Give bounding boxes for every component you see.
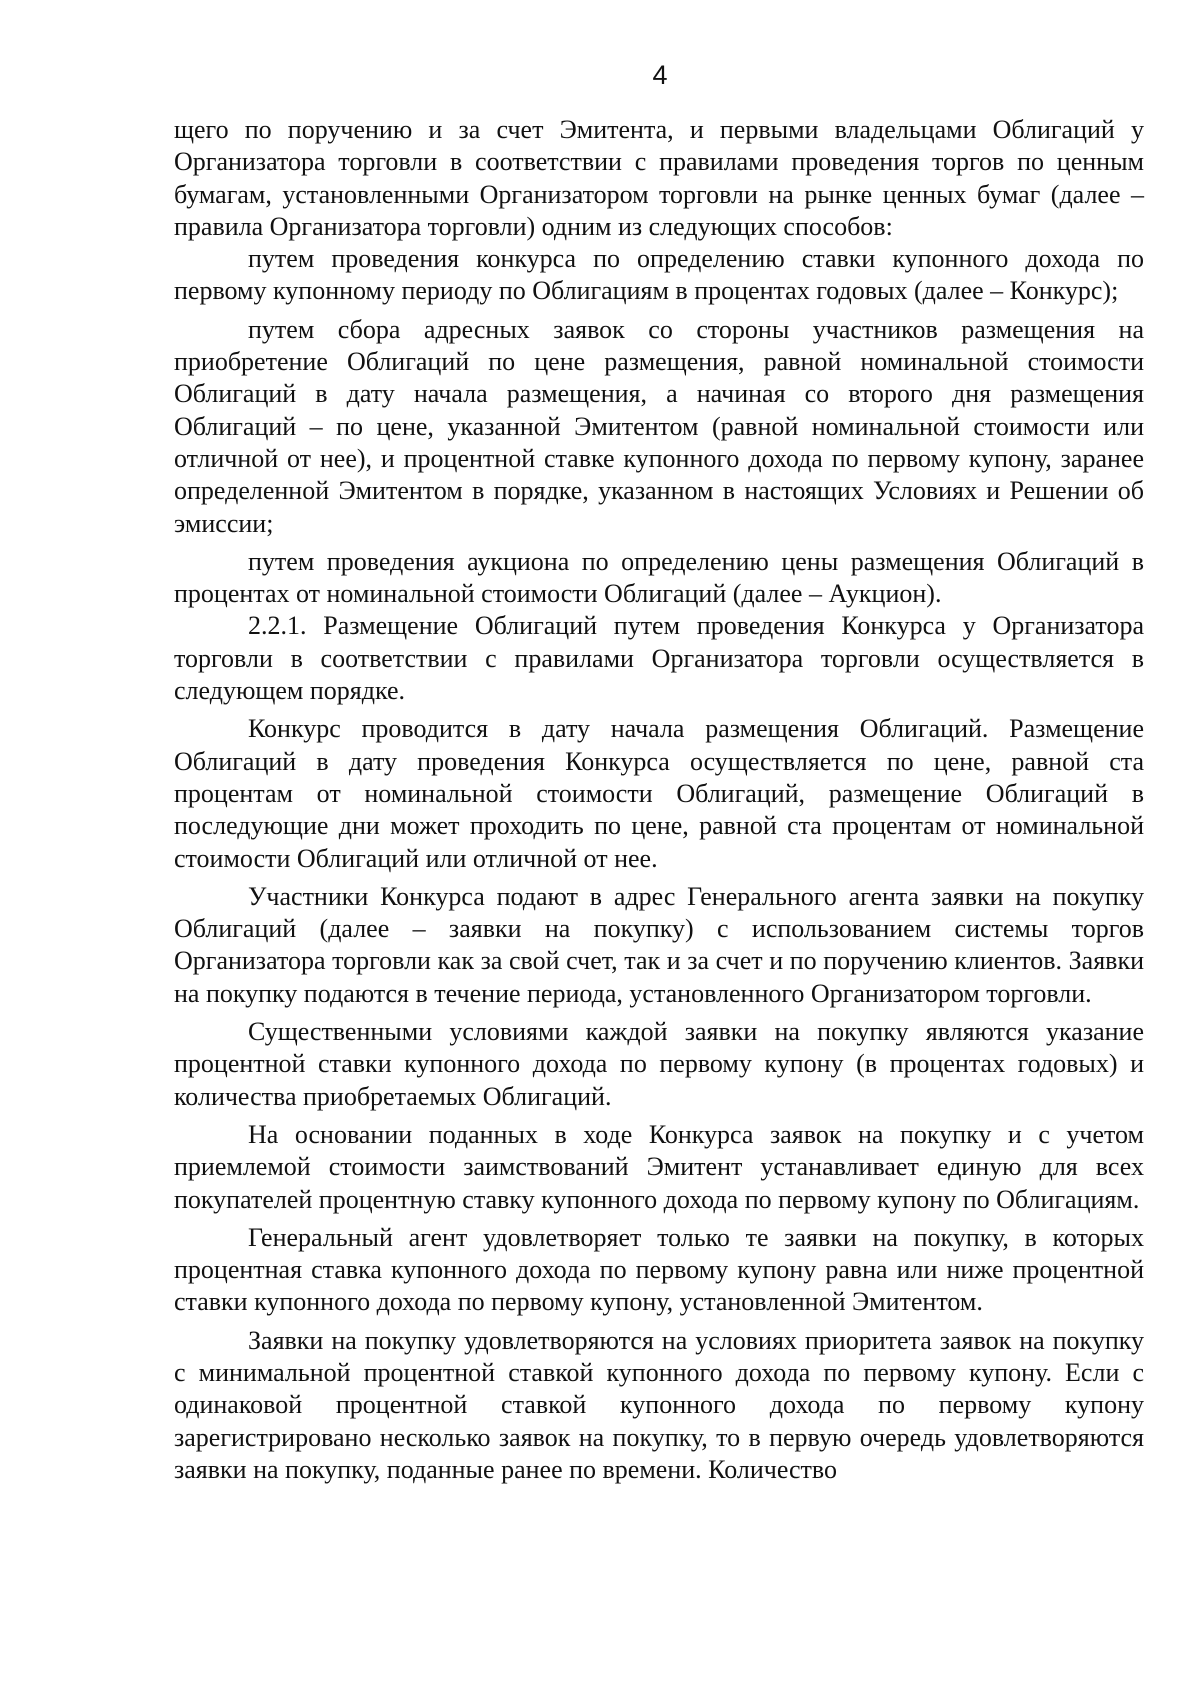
page-number: 4 — [652, 60, 668, 90]
paragraph-section-2-2-1: 2.2.1. Размещение Облигаций путем проведения Конкурса у Организатора торговли в соответствии с правилами Организатора торговли осуществляется в следующем порядке. — [174, 611, 1144, 706]
paragraph-intro-continuation: щего по поручению и за счет Эмитента, и первыми владельцами Облигаций у Организатора торговли в соответствии с правилами проведения торгов по ценным бумагам, установленными Организатором торговли на рынке ценных бумаг (далее – правила Организатора торговли) одним из следующих способов: — [174, 115, 1144, 241]
paragraph-order-priority: Заявки на покупку удовлетворяются на условиях приоритета заявок на покупку с минимальной процентной ставкой купонного дохода по первому купону. Если с одинаковой процентной ставкой купонного дохода по первому купону зарегистрировано несколько заявок на покупку, то в первую очередь удовлетворяются заявки на покупку, поданные ранее по времени. Количество — [174, 1325, 1144, 1484]
paragraph-method-address-orders: путем сбора адресных заявок со стороны участников размещения на приобретение Облигаций по цене размещения, равной номинальной стоимости Облигаций в дату начала размещения, а начиная со второго дня размещения Облигаций – по цене, указанной Эмитентом (равной номинальной стоимости или отличной от нее), и процентной ставке купонного дохода по первому купону, заранее определенной Эмитентом в порядке, указанном в настоящих Условиях и Решении об эмиссии; — [174, 314, 1144, 538]
document-body — [174, 114, 1144, 1486]
paragraph-contest-participants: Участники Конкурса подают в адрес Генерального агента заявки на покупку Облигаций (далее – заявки на покупку) с использованием системы торгов Организатора торговли как за свой счет, так и за счет и по поручению клиентов. Заявки на покупку подаются в течение периода, установленного Организатором торговли. — [174, 881, 1144, 1008]
paragraph-method-contest: путем проведения конкурса по определению ставки купонного дохода по первому купонному периоду по Облигациям в процентах годовых (далее – Конкурс); — [174, 244, 1144, 306]
paragraph-method-auction: путем проведения аукциона по определению цены размещения Облигаций в процентах от номинальной стоимости Облигаций (далее – Аукцион). — [174, 546, 1144, 609]
paragraph-rate-setting: На основании поданных в ходе Конкурса заявок на покупку и с учетом приемлемой стоимости заимствований Эмитент устанавливает единую для всех покупателей процентную ставку купонного дохода по первому купону по Облигациям. — [174, 1119, 1144, 1214]
paragraph-essential-conditions: Существенными условиями каждой заявки на покупку являются указание процентной ставки купонного дохода по первому купону (в процентах годовых) и количества приобретаемых Облигаций. — [174, 1017, 1144, 1111]
paragraph-general-agent: Генеральный агент удовлетворяет только те заявки на покупку, в которых процентная ставка купонного дохода по первому купону равна или ниже процентной ставки купонного дохода по первому купону, установленной Эмитентом. — [174, 1222, 1144, 1317]
paragraph-contest-date: Конкурс проводится в дату начала размещения Облигаций. Размещение Облигаций в дату проведения Конкурса осуществляется по цене, равной ста процентам от номинальной стоимости Облигаций, размещение Облигаций в последующие дни может проходить по цене, равной ста процентам от номинальной стоимости Облигаций или отличной от нее. — [174, 714, 1144, 873]
